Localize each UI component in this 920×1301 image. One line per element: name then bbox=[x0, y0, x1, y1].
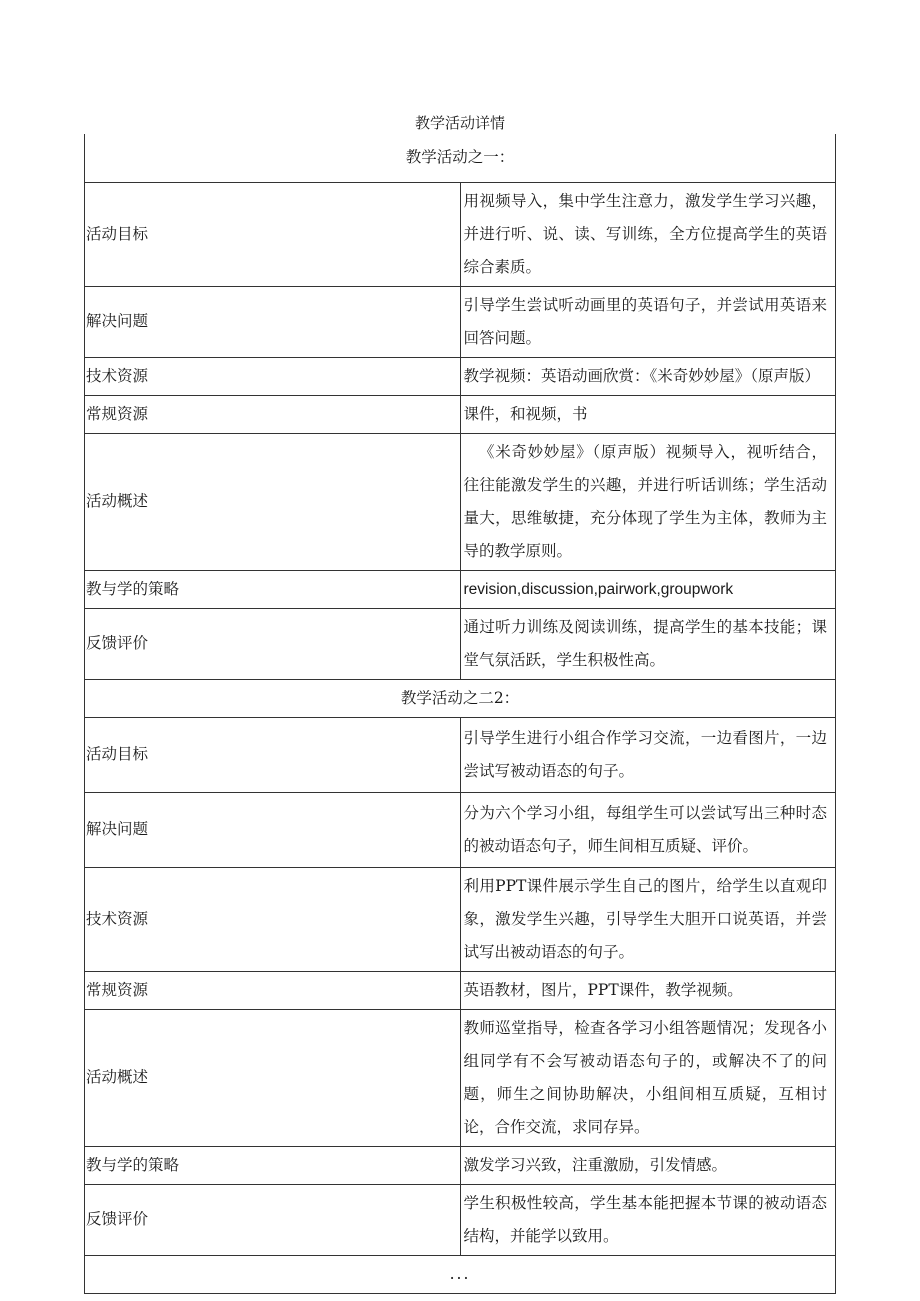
table-row bbox=[85, 608, 836, 679]
row-content: 分为六个学习小组，每组学生可以尝试写出三种时态的被动语态句子，师生间相互质疑、评价。 bbox=[460, 792, 836, 867]
section-header-row bbox=[85, 134, 836, 182]
row-label: 常规资源 bbox=[85, 395, 461, 433]
row-label: 教与学的策略 bbox=[85, 570, 461, 608]
row-content: 课件，和视频，书 bbox=[460, 395, 836, 433]
row-label: 技术资源 bbox=[85, 867, 461, 971]
row-content: 激发学习兴致，注重激励，引发情感。 bbox=[460, 1146, 836, 1184]
table-row bbox=[85, 433, 836, 570]
row-content: 用视频导入，集中学生注意力，激发学生学习兴趣，并进行听、说、读、写训练，全方位提高学生的英语综合素质。 bbox=[460, 182, 836, 286]
table-row bbox=[85, 1184, 836, 1255]
section-header-activity-1: 教学活动之一： bbox=[85, 134, 836, 182]
table-row bbox=[85, 286, 836, 357]
row-label: 解决问题 bbox=[85, 792, 461, 867]
row-content: 利用PPT课件展示学生自己的图片，给学生以直观印象，激发学生兴趣，引导学生大胆开口说英语，并尝试写出被动语态的句子。 bbox=[460, 867, 836, 971]
row-content: revision,discussion,pairwork,groupwork bbox=[460, 570, 836, 608]
row-content: 教学视频：英语动画欣赏：《米奇妙妙屋》（原声版） bbox=[460, 357, 836, 395]
section-header-row bbox=[85, 679, 836, 717]
table-row bbox=[85, 182, 836, 286]
page-title: 教学活动详情 bbox=[414, 114, 505, 132]
table-row bbox=[85, 1146, 836, 1184]
table-row bbox=[85, 357, 836, 395]
row-label: 活动概述 bbox=[85, 433, 461, 570]
table-row bbox=[85, 971, 836, 1009]
table-row bbox=[85, 570, 836, 608]
ellipsis-text: ... bbox=[85, 1255, 836, 1293]
table-row bbox=[85, 395, 836, 433]
row-label: 反馈评价 bbox=[85, 608, 461, 679]
row-content: 教师巡堂指导，检查各学习小组答题情况；发现各小组同学有不会写被动语态句子的，或解决不了的问题，师生之间协助解决，小组间相互质疑，互相讨论，合作交流，求同存异。 bbox=[460, 1009, 836, 1146]
row-content: 学生积极性较高，学生基本能把握本节课的被动语态结构，并能学以致用。 bbox=[460, 1184, 836, 1255]
row-label: 反馈评价 bbox=[85, 1184, 461, 1255]
row-label: 教与学的策略 bbox=[85, 1146, 461, 1184]
section-header-activity-2: 教学活动之二2： bbox=[85, 679, 836, 717]
activity-detail-table bbox=[84, 134, 836, 1294]
table-row bbox=[85, 717, 836, 792]
row-label: 常规资源 bbox=[85, 971, 461, 1009]
table-row bbox=[85, 867, 836, 971]
row-content: 通过听力训练及阅读训练，提高学生的基本技能；课堂气氛活跃，学生积极性高。 bbox=[460, 608, 836, 679]
row-label: 解决问题 bbox=[85, 286, 461, 357]
row-content: 引导学生进行小组合作学习交流，一边看图片，一边尝试写被动语态的句子。 bbox=[460, 717, 836, 792]
row-label: 活动目标 bbox=[85, 717, 461, 792]
row-content: 引导学生尝试听动画里的英语句子，并尝试用英语来回答问题。 bbox=[460, 286, 836, 357]
row-content: 《米奇妙妙屋》（原声版）视频导入，视听结合，往往能激发学生的兴趣，并进行听话训练；学生活动量大，思维敏捷，充分体现了学生为主体，教师为主导的教学原则。 bbox=[460, 433, 836, 570]
row-content: 英语教材，图片，PPT课件，教学视频。 bbox=[460, 971, 836, 1009]
row-label: 技术资源 bbox=[85, 357, 461, 395]
table-row bbox=[85, 792, 836, 867]
ellipsis-row bbox=[85, 1255, 836, 1293]
row-label: 活动目标 bbox=[85, 182, 461, 286]
row-label: 活动概述 bbox=[85, 1009, 461, 1146]
table-row bbox=[85, 1009, 836, 1146]
